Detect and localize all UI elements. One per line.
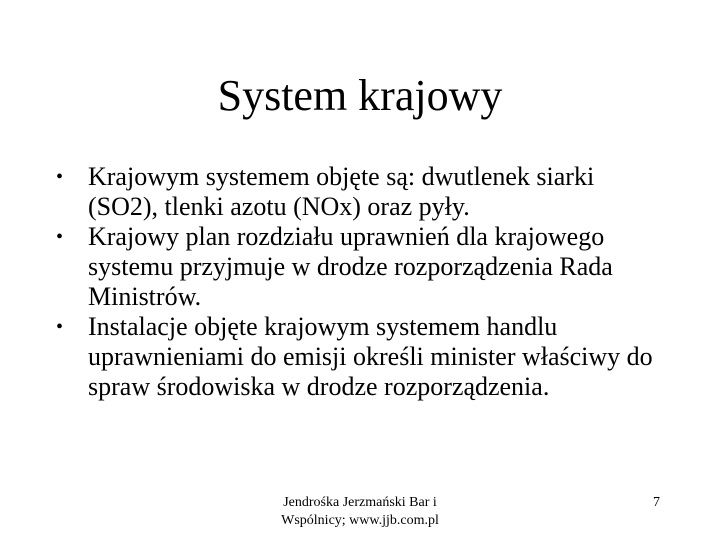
footer-line-1: Jendrośka Jerzmański Bar i [283, 495, 437, 510]
bullet-icon: • [56, 316, 64, 338]
footer-line-2: Wspólnicy; www.jjb.com.pl [281, 513, 439, 528]
bullet-item [56, 222, 666, 312]
page-number: 7 [653, 495, 660, 510]
bullet-icon: • [56, 166, 64, 188]
bullet-icon: • [56, 226, 64, 248]
bullet-text: Krajowym systemem objęte są: dwutlenek siarki (SO2), tlenki azotu (NOx) oraz pyły. [88, 162, 595, 221]
bullet-item [56, 312, 666, 402]
footer-text [270, 494, 450, 530]
bullet-item [56, 162, 666, 222]
slide-title: System krajowy [217, 71, 503, 120]
bullet-text: Instalacje objęte krajowym systemem handlu uprawnieniami do emisji określi minister właściwy do spraw środowiska w drodze rozporządzenia. [88, 312, 653, 401]
bullet-text: Krajowy plan rozdziału uprawnień dla krajowego systemu przyjmuje w drodze rozporządzenia Rada Ministrów. [88, 222, 613, 311]
bullet-list [56, 162, 666, 402]
